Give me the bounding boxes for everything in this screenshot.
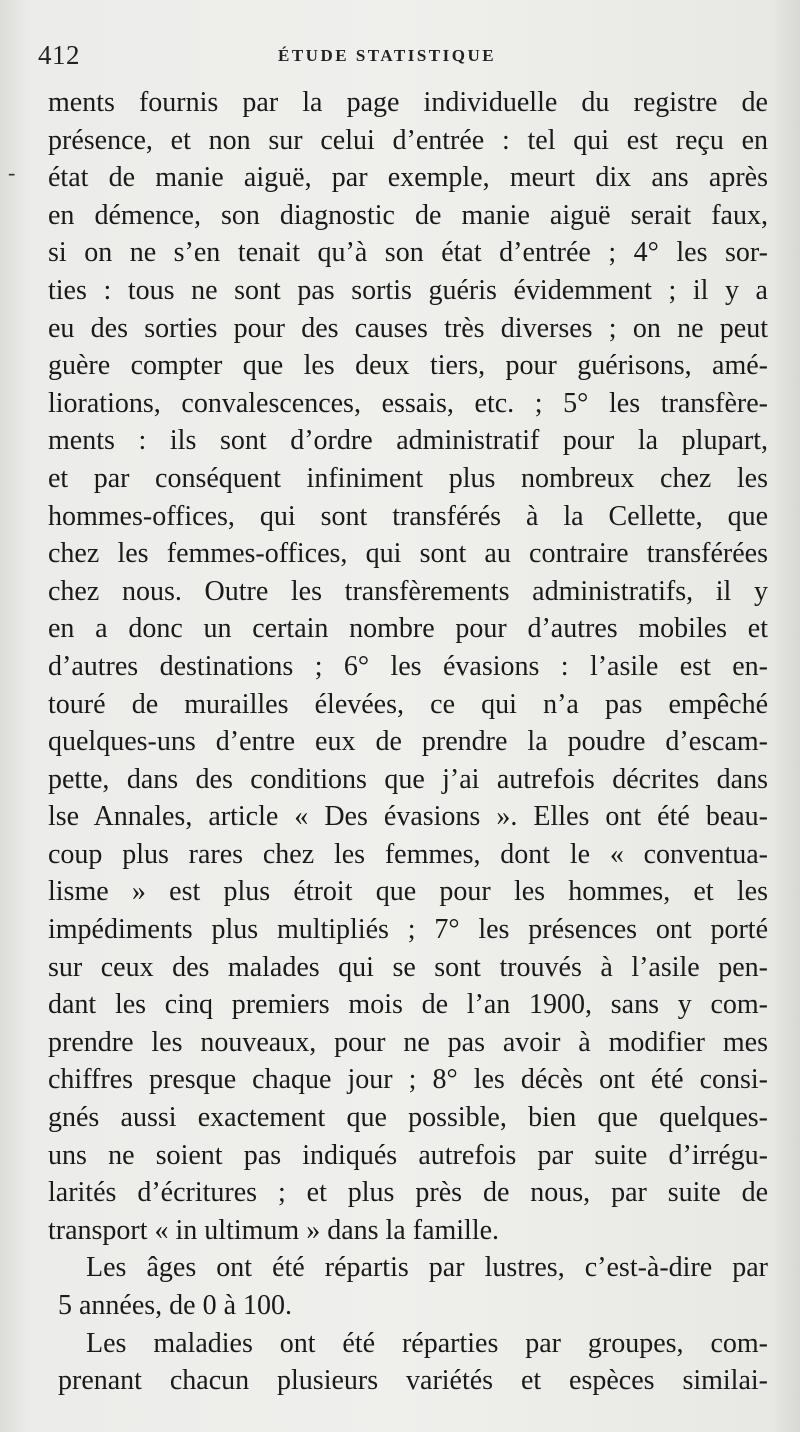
text-line: prendre les nouveaux, pour ne pas avoir à modifier mes <box>48 1026 768 1058</box>
text-line: d’autres destinations ; 6° les évasions : l’asile est en- <box>48 650 768 682</box>
text-line: chez nous. Outre les transfèrements administratifs, il y <box>48 575 768 607</box>
text-line: uns ne soient pas indiqués autrefois par suite d’irrégu- <box>48 1139 768 1171</box>
text-line: larités d’écritures ; et plus près de nous, par suite de <box>48 1177 768 1209</box>
text-line: dant les cinq premiers mois de l’an 1900, sans y com- <box>48 989 768 1021</box>
text-line: en a donc un certain nombre pour d’autres mobiles et <box>48 613 768 645</box>
text-line: présence, et non sur celui d’entrée : tel qui est reçu en <box>48 124 768 156</box>
text-line: état de manie aiguë, par exemple, meurt dix ans après <box>48 162 768 194</box>
text-line: Les maladies ont été réparties par groupes, com- <box>86 1327 768 1359</box>
text-line: chiffres presque chaque jour ; 8° les décès ont été consi- <box>48 1064 768 1096</box>
text-line: pette, dans des conditions que j’ai autrefois décrites dans <box>48 763 768 795</box>
text-line: et par conséquent infiniment plus nombreux chez les <box>48 462 768 494</box>
margin-mark: - <box>8 160 16 185</box>
running-head: ÉTUDE STATISTIQUE <box>278 46 497 65</box>
page-number: 412 <box>38 40 80 70</box>
text-line: en démence, son diagnostic de manie aiguë serait faux, <box>48 199 768 231</box>
text-line: transport « in ultimum » dans la famille. <box>48 1214 500 1246</box>
text-line: coup plus rares chez les femmes, dont le « conventua- <box>48 838 768 870</box>
text-line: hommes-offices, qui sont transférés à la Cellette, que <box>48 500 768 532</box>
text-line: Les âges ont été répartis par lustres, c’est-à-dire par <box>86 1252 768 1284</box>
text-line: lse Annales, article « Des évasions ». Elles ont été beau- <box>48 801 768 833</box>
text-line: touré de murailles élevées, ce qui n’a pas empêché <box>48 688 768 720</box>
text-line: ties : tous ne sont pas sortis guéris évidemment ; il y a <box>48 274 768 306</box>
text-line: impédiments plus multipliés ; 7° les présences ont porté <box>48 914 768 946</box>
body-text <box>48 84 768 1400</box>
text-line: ments fournis par la page individuelle du registre de <box>48 87 768 118</box>
text-line: sur ceux des malades qui se sont trouvés à l’asile pen- <box>48 951 768 983</box>
text-line: lisme » est plus étroit que pour les hommes, et les <box>48 876 768 908</box>
text-line: prenant chacun plusieurs variétés et espèces similai- <box>58 1365 768 1397</box>
text-line: ments : ils sont d’ordre administratif pour la plupart, <box>48 425 768 457</box>
text-line: eu des sorties pour des causes très diverses ; on ne peut <box>48 312 768 344</box>
text-line: gnés aussi exactement que possible, bien que quelques- <box>48 1102 768 1134</box>
text-line: si on ne s’en tenait qu’à son état d’entrée ; 4° les sor- <box>48 237 768 269</box>
page-header <box>38 40 760 76</box>
text-line: liorations, convalescences, essais, etc. ; 5° les transfère- <box>48 387 768 419</box>
text-line: chez les femmes-offices, qui sont au contraire transférées <box>48 538 768 570</box>
text-line: 5 années, de 0 à 100. <box>58 1290 293 1321</box>
text-line: quelques-uns d’entre eux de prendre la poudre d’escam- <box>48 726 768 758</box>
text-line: guère compter que les deux tiers, pour guérisons, amé- <box>48 350 768 382</box>
